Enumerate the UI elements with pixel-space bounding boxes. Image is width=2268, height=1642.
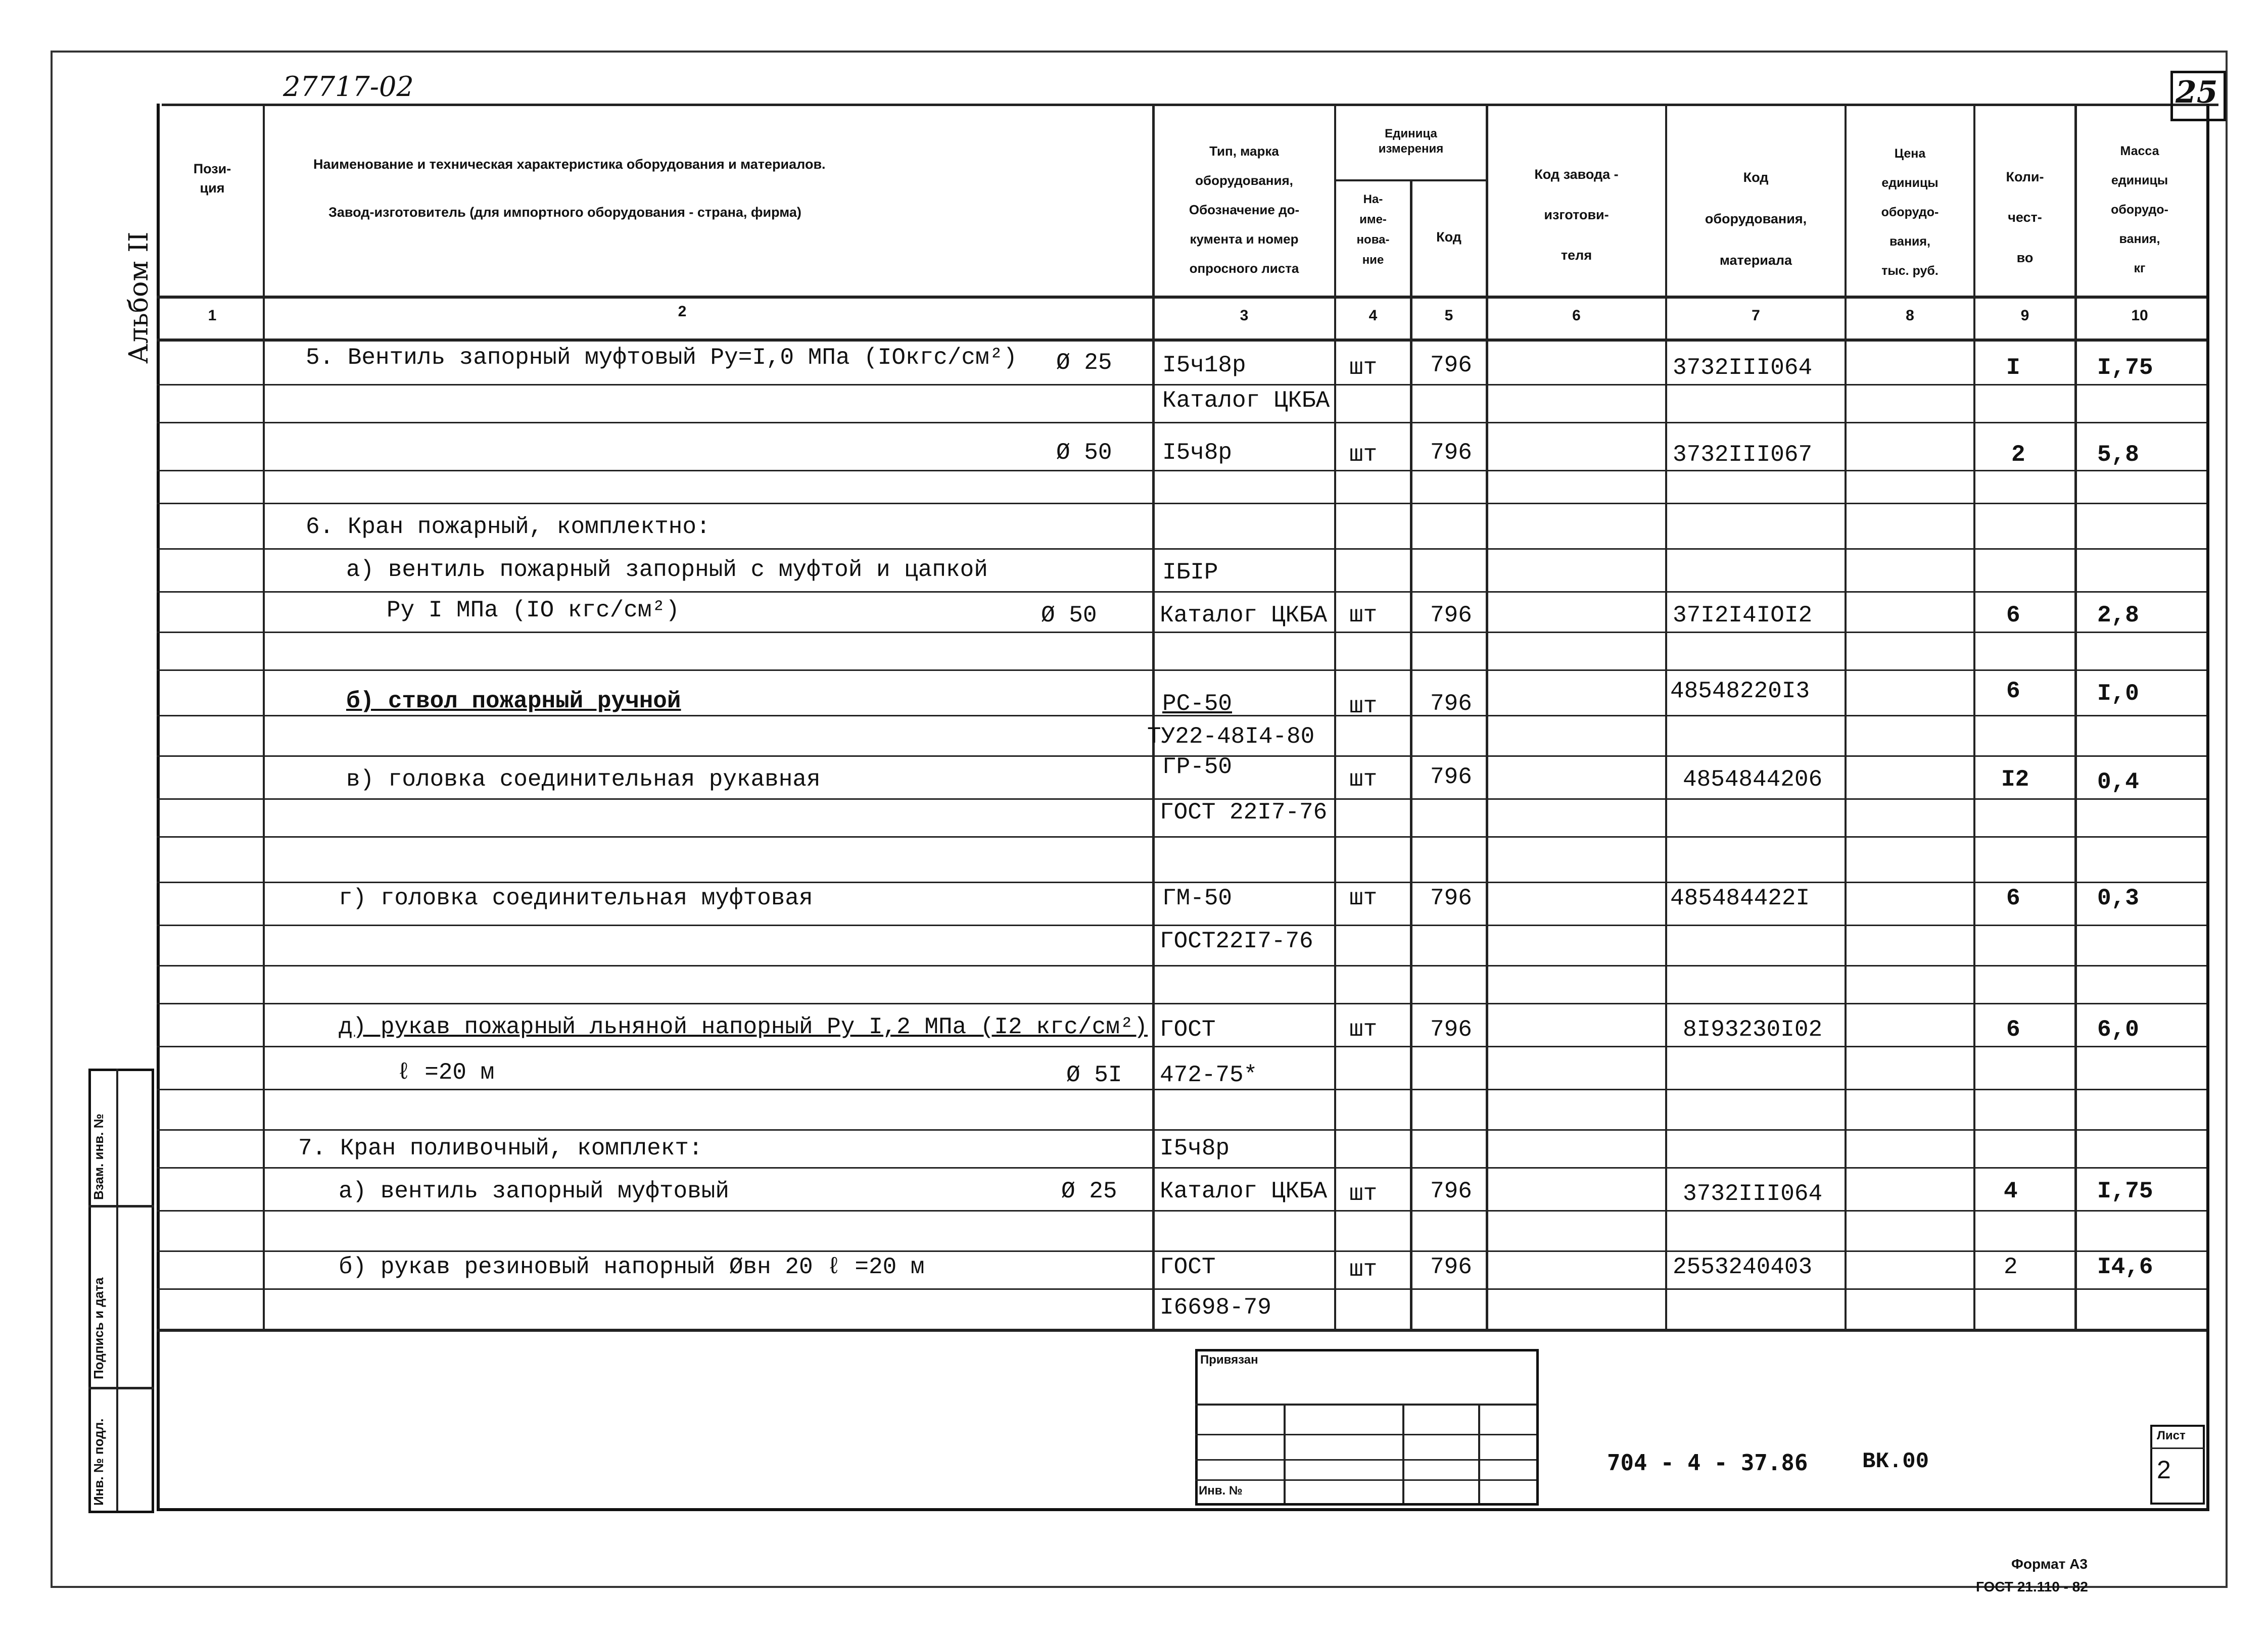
row-rule bbox=[157, 548, 2206, 550]
row12-qty: 6 bbox=[2006, 1017, 2020, 1043]
row2-mat: 3732III067 bbox=[1673, 442, 1813, 468]
row16-type: ГОСТ bbox=[1160, 1254, 1216, 1280]
side-stamp-row bbox=[88, 1205, 154, 1208]
row3-name: 6. Кран пожарный, комплектно: bbox=[306, 514, 711, 540]
row6-qty: 6 bbox=[2006, 678, 2020, 704]
row-rule bbox=[157, 1129, 2206, 1131]
row10-type: ГМ-50 bbox=[1162, 885, 1233, 911]
row0-mass: I,75 bbox=[2097, 355, 2153, 381]
row15-name: а) вентиль запорный муфтовый bbox=[339, 1178, 729, 1204]
privyazan-row bbox=[1195, 1459, 1536, 1461]
row8-code: 796 bbox=[1430, 764, 1472, 790]
row14-name: 7. Кран поливочный, комплект: bbox=[298, 1135, 703, 1162]
row15-unit: шт bbox=[1349, 1181, 1378, 1207]
row0-mat: 3732III064 bbox=[1673, 355, 1813, 381]
row4-name: а) вентиль пожарный запорный с муфтой и цапкой bbox=[346, 557, 988, 583]
doc-number-handwritten: 27717-02 bbox=[283, 71, 414, 103]
row8-unit: шт bbox=[1349, 766, 1378, 793]
row13-type: 472-75* bbox=[1160, 1062, 1258, 1088]
list-box-divider bbox=[2150, 1447, 2205, 1449]
row10-qty: 6 bbox=[2006, 885, 2020, 911]
row-rule bbox=[157, 836, 2206, 838]
row12-name: д) рукав пожарный льняной напорный Ру I,2 МПа (I2 кгс/см²) bbox=[339, 1014, 1148, 1040]
hdr-col6: Код завода - изготови- теля bbox=[1534, 167, 1619, 263]
row-rule bbox=[157, 384, 2206, 385]
gost-label: ГОСТ 21.110 - 82 bbox=[1976, 1579, 2088, 1595]
colnum-9: 9 bbox=[2020, 307, 2029, 324]
hdr-col10: Масса единицы оборудо- вания, кг bbox=[2111, 144, 2168, 275]
hdr-col1: Пози- ция bbox=[193, 161, 231, 196]
side-stamp-inv-orig: Инв. № подл. bbox=[91, 1418, 106, 1506]
hdr-col3: Тип, марка оборудования, Обозначение до- кумента и номер опросного листа bbox=[1189, 143, 1300, 276]
hdr-col8: Цена единицы оборудо- вания, тыс. руб. bbox=[1881, 147, 1939, 278]
row15-qty: 4 bbox=[2004, 1178, 2018, 1204]
row1-type: Каталог ЦКБА bbox=[1162, 388, 1330, 414]
row-rule bbox=[157, 470, 2206, 471]
privyazan-row bbox=[1195, 1404, 1536, 1406]
row5-name: Ру I МПа (IО кгс/см²) bbox=[387, 597, 680, 623]
row2-unit: шт bbox=[1349, 442, 1378, 468]
row-rule bbox=[157, 1288, 2206, 1290]
colnum-bottom-line bbox=[157, 339, 2206, 342]
colnum-3: 3 bbox=[1240, 307, 1249, 324]
row12-unit: шт bbox=[1349, 1017, 1378, 1043]
table-body-bottom bbox=[157, 1329, 2206, 1332]
row12-code: 796 bbox=[1430, 1017, 1472, 1043]
section-code: ВК.00 bbox=[1862, 1449, 1929, 1474]
format-label: Формат А3 bbox=[2011, 1556, 2088, 1572]
row-rule bbox=[157, 1210, 2206, 1212]
row12-type: ГОСТ bbox=[1160, 1017, 1216, 1043]
row0-unit: шт bbox=[1349, 355, 1378, 381]
colnum-7: 7 bbox=[1752, 307, 1760, 324]
row-rule bbox=[157, 925, 2206, 926]
row8-name: в) головка соединительная рукавная bbox=[346, 766, 821, 793]
row0-qty: I bbox=[2006, 355, 2020, 381]
row8-qty: I2 bbox=[2001, 766, 2029, 793]
row16-code: 796 bbox=[1430, 1254, 1472, 1280]
row2-dia: Ø 50 bbox=[1056, 440, 1112, 466]
row5-qty: 6 bbox=[2006, 602, 2020, 629]
colnum-10: 10 bbox=[2131, 307, 2148, 324]
row6-name: б) ствол пожарный ручной bbox=[346, 688, 681, 714]
row-rule bbox=[157, 965, 2206, 967]
row2-mass: 5,8 bbox=[2097, 442, 2139, 468]
side-stamp-divider bbox=[116, 1069, 118, 1511]
privyazan-col bbox=[1478, 1404, 1480, 1503]
row0-dia: Ø 25 bbox=[1056, 350, 1112, 376]
album-label: Альбом II bbox=[124, 231, 154, 364]
row5-code: 796 bbox=[1430, 602, 1472, 629]
hdr-col7: Код оборудования, материала bbox=[1705, 170, 1807, 268]
row15-type: Каталог ЦКБА bbox=[1160, 1178, 1328, 1204]
row10-name: г) головка соединительная муфтовая bbox=[339, 885, 813, 911]
row2-code: 796 bbox=[1430, 440, 1472, 466]
privyazan-row bbox=[1195, 1479, 1536, 1481]
row-rule bbox=[157, 1003, 2206, 1004]
hdr-col45-group: Единица измерения bbox=[1378, 127, 1444, 156]
row0-type: I5ч18р bbox=[1162, 352, 1246, 378]
hdr-col2-line2: Завод-изготовитель (для импортного оборудования - страна, фирма) bbox=[328, 205, 801, 220]
row2-type: I5ч8р bbox=[1162, 440, 1233, 466]
row6-code: 796 bbox=[1430, 691, 1472, 717]
row-rule bbox=[157, 1250, 2206, 1252]
row0-name: 5. Вентиль запорный муфтовый Ру=I,0 МПа (IОкгс/см²) bbox=[306, 345, 1017, 371]
row5-mass: 2,8 bbox=[2097, 602, 2139, 629]
side-stamp-vzam: Взам. инв. № bbox=[91, 1114, 106, 1200]
hdr-col4: На- име- нова- ние bbox=[1356, 192, 1390, 267]
side-stamp-sign-date: Подпись и дата bbox=[91, 1277, 106, 1379]
row6-unit: шт bbox=[1349, 693, 1378, 719]
row16-mat: 2553240403 bbox=[1673, 1254, 1813, 1280]
row8-mass: 0,4 bbox=[2097, 769, 2139, 795]
privyazan-col bbox=[1284, 1404, 1286, 1503]
row11-type: ГОСТ22I7-76 bbox=[1160, 928, 1313, 954]
row-rule bbox=[157, 669, 2206, 671]
row10-mat: 485484422I bbox=[1670, 885, 1810, 911]
row10-mass: 0,3 bbox=[2097, 885, 2139, 911]
list-number: 2 bbox=[2157, 1456, 2171, 1484]
row0-code: 796 bbox=[1430, 352, 1472, 378]
col-line-4 bbox=[1410, 179, 1412, 1329]
privyazan-label: Привязан bbox=[1200, 1353, 1258, 1367]
row-rule bbox=[157, 1046, 2206, 1047]
colnum-4: 4 bbox=[1368, 307, 1378, 324]
designation: 704 - 4 - 37.86 bbox=[1607, 1450, 1808, 1476]
row8-mat: 4854844206 bbox=[1683, 766, 1823, 793]
row5-unit: шт bbox=[1349, 602, 1378, 629]
row9-type: ГОСТ 22I7-76 bbox=[1160, 799, 1328, 826]
privyazan-inv-label: Инв. № bbox=[1199, 1484, 1243, 1498]
row6-mass: I,0 bbox=[2097, 681, 2139, 707]
list-label: Лист bbox=[2157, 1429, 2186, 1442]
row13-dia: Ø 5I bbox=[1066, 1062, 1122, 1088]
row16-unit: шт bbox=[1349, 1257, 1378, 1283]
hdr-col2-line1: Наименование и техническая характеристика оборудования и материалов. bbox=[313, 157, 826, 172]
hdr-col9: Коли- чест- во bbox=[2006, 169, 2044, 265]
row5-dia: Ø 50 bbox=[1041, 602, 1097, 629]
row17-type: I6698-79 bbox=[1160, 1294, 1271, 1321]
row-rule bbox=[157, 882, 2206, 883]
hdr-col5: Код bbox=[1436, 229, 1461, 245]
row16-qty: 2 bbox=[2004, 1254, 2018, 1280]
row12-mass: 6,0 bbox=[2097, 1017, 2139, 1043]
row5-mat: 37I2I4IОI2 bbox=[1673, 602, 1813, 629]
colnum-2: 2 bbox=[678, 303, 687, 320]
row15-dia: Ø 25 bbox=[1061, 1178, 1117, 1204]
header-bottom-line bbox=[157, 296, 2206, 299]
row15-mat: 3732III064 bbox=[1683, 1181, 1823, 1207]
row14-type: I5ч8р bbox=[1160, 1135, 1230, 1162]
row5-type: Каталог ЦКБА bbox=[1160, 602, 1328, 629]
row-rule bbox=[157, 632, 2206, 633]
row13-name: ℓ =20 м bbox=[397, 1059, 495, 1086]
row12-mat: 8I93230I02 bbox=[1683, 1017, 1823, 1043]
row2-qty: 2 bbox=[2011, 442, 2025, 468]
row15-code: 796 bbox=[1430, 1178, 1472, 1204]
page-number: 25 bbox=[2176, 75, 2218, 110]
privyazan-col bbox=[1402, 1404, 1404, 1503]
row15-mass: I,75 bbox=[2097, 1178, 2153, 1204]
row-rule bbox=[157, 591, 2206, 593]
colnum-8: 8 bbox=[1906, 307, 1914, 324]
privyazan-box bbox=[1195, 1349, 1539, 1506]
privyazan-row bbox=[1195, 1434, 1536, 1435]
row6-mat: 48548220I3 bbox=[1670, 678, 1810, 704]
row-rule bbox=[157, 422, 2206, 423]
row6-type: РС-50 bbox=[1162, 691, 1233, 717]
row-rule bbox=[157, 1167, 2206, 1169]
row10-code: 796 bbox=[1430, 885, 1472, 911]
colnum-1: 1 bbox=[208, 307, 217, 324]
colnum-5: 5 bbox=[1444, 307, 1453, 324]
row-rule bbox=[157, 503, 2206, 504]
row4-type: IБIР bbox=[1162, 559, 1218, 586]
row8-type: ГР-50 bbox=[1162, 754, 1233, 780]
row7-type: ТУ22-48I4-80 bbox=[1147, 723, 1315, 750]
row16-name: б) рукав резиновый напорный Øвн 20 ℓ =20 м bbox=[339, 1254, 925, 1280]
row10-unit: шт bbox=[1349, 885, 1378, 911]
row16-mass: I4,6 bbox=[2097, 1254, 2153, 1280]
colnum-6: 6 bbox=[1572, 307, 1581, 324]
side-stamp-row bbox=[88, 1387, 154, 1389]
